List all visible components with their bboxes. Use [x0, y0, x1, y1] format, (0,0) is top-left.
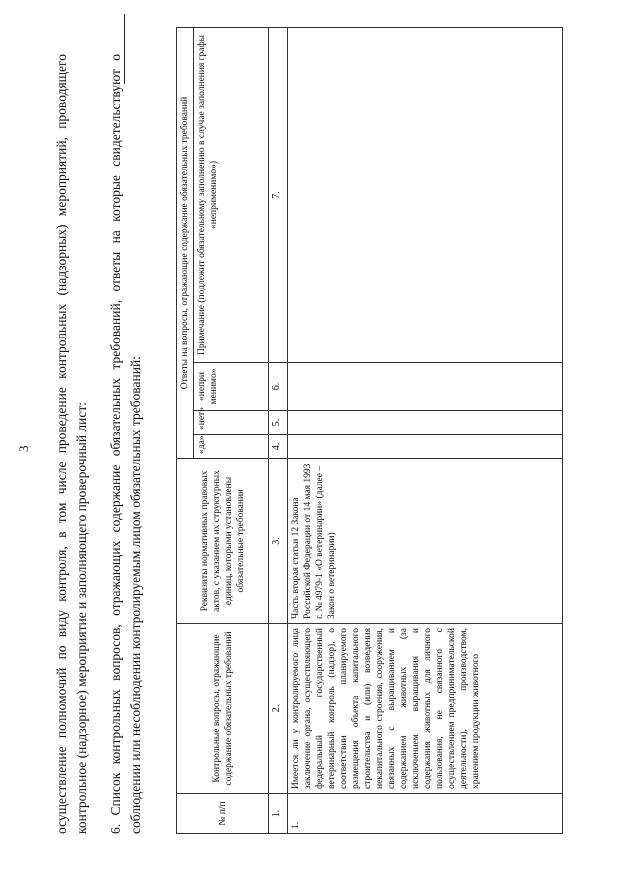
paragraph-6: 6. Список контрольных вопросов, отражающих содержание обязательных требований, ответы на которые свидетельствуют о соблюдении или несоблюдении контролируемым лицом обязательных требований:: [108, 54, 143, 834]
header-answers-group: Ответы на вопросы, отражающие содержание обязательных требований: [177, 27, 194, 458]
header-no: «нет»: [194, 411, 269, 435]
divider-line: [124, 14, 125, 84]
column-number: 1.: [269, 794, 288, 834]
row-answer-yes[interactable]: [288, 435, 563, 459]
column-number: 3.: [269, 459, 288, 624]
checklist-table: [176, 27, 563, 834]
column-number: 7.: [269, 27, 288, 362]
header-not-applicable: «непри менимо»: [194, 363, 269, 411]
row-requisites: Часть вторая статьи 12 Закона Российской Федерации от 14 мая 1993 г. № 4979-1 «О ветеринарии» (далее – Закон о ветеринарии): [288, 459, 563, 624]
header-yes: «да»: [194, 435, 269, 459]
row-answer-no[interactable]: [288, 411, 563, 435]
row-answer-not-applicable[interactable]: [288, 363, 563, 411]
row-note[interactable]: [288, 27, 563, 362]
header-note: Примечание (подлежит обязательному заполнению в случае заполнения графы «неприменимо»): [194, 27, 269, 362]
header-question: Контрольные вопросы, отражающие содержание обязательных требований: [177, 624, 269, 794]
paragraph-intro: осуществление полномочий по виду контроля, в том числе проведение контрольных (надзорных) мероприятий, проводящего контрольное (надзорное) мероприятие и заполняющего проверочный лист:: [54, 54, 89, 834]
header-requisites: Реквизиты нормативных правовых актов, с указанием их структурных единиц, которыми установлены обязательные требования: [177, 459, 269, 624]
page-number: 3: [16, 445, 31, 452]
column-number: 5.: [269, 411, 288, 435]
column-number: 6.: [269, 363, 288, 411]
row-num: 1.: [288, 794, 563, 834]
column-number: 4.: [269, 435, 288, 459]
row-question: Имеется ли у контролируемого лица заключение органа, осуществляющего федеральный государственный ветеринарный контроль (надзор), о соответствии планируемого размещения объекта капитального строительства и (или) возведения некапитального строения, сооружения, связанных с выращиванием и содержанием животных (за исключением выращивания и содержания животных для личного пользования, не связанного с осуществлением предпринимательской деятельности), производством, хранением продукции животного: [288, 624, 563, 794]
header-num: № п/п: [177, 794, 269, 834]
table-row: [288, 27, 563, 833]
column-number: 2.: [269, 624, 288, 794]
